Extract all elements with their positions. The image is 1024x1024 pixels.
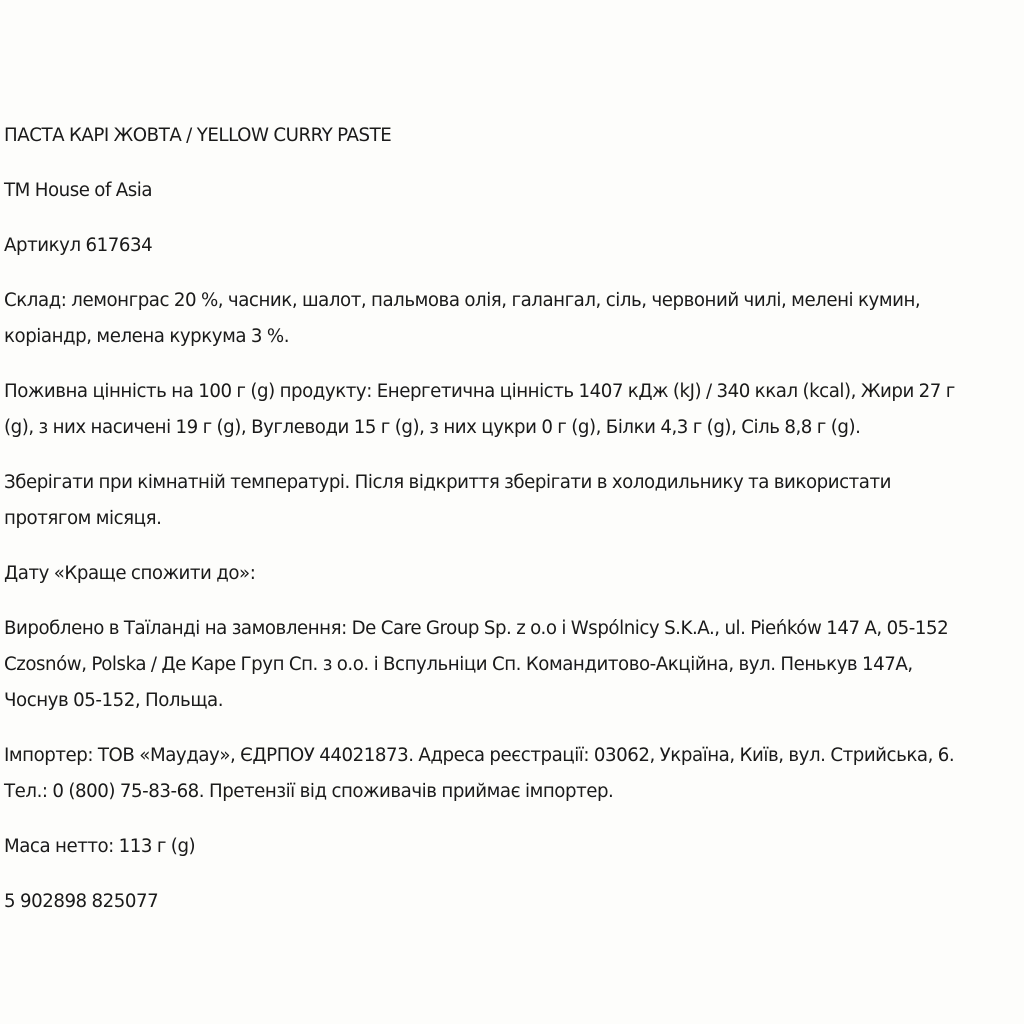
manufacturer-line: Czosnów, Polska / Де Каре Груп Сп. з о.о. і Вспульніци Сп. Командитово-Акційна, вул. Пенькув 147А, [4, 654, 913, 675]
product-label-text [4, 118, 1024, 939]
net-weight-line [4, 829, 1024, 865]
net-weight-text: Маса нетто: 113 г (g) [4, 836, 196, 857]
importer-line: Тел.: 0 (800) 75-83-68. Претензії від споживачів приймає імпортер. [4, 781, 614, 802]
manufacturer-paragraph [4, 611, 1024, 719]
ingredients-paragraph [4, 283, 1024, 355]
barcode-number-text: 5 902898 825077 [4, 891, 159, 912]
nutrition-paragraph [4, 374, 1024, 446]
storage-line: протягом місяця. [4, 508, 162, 529]
importer-line: Імпортер: ТОВ «Маудау», ЄДРПОУ 44021873. Адреса реєстрації: 03062, Україна, Київ, вул. Стрийська, 6. [4, 745, 955, 766]
ingredients-line: Склад: лемонграс 20 %, часник, шалот, пальмова олія, галангал, сіль, червоний чилі, мелені кумин, [4, 290, 921, 311]
article-text: Артикул 617634 [4, 235, 153, 256]
manufacturer-line: Чоснув 05-152, Польща. [4, 690, 224, 711]
ingredients-line: коріандр, мелена куркума 3 %. [4, 326, 290, 347]
manufacturer-line: Вироблено в Таїланді на замовлення: De Care Group Sp. z o.o i Wspólnicy S.K.A., ul. Pieńków 147 A, 05-152 [4, 618, 949, 639]
brand-line [4, 173, 1024, 209]
best-before-text: Дату «Краще спожити до»: [4, 563, 256, 584]
product-title-text: ПАСТА КАРІ ЖОВТА / YELLOW CURRY PASTE [4, 125, 392, 146]
article-line [4, 228, 1024, 264]
storage-line: Зберігати при кімнатній температурі. Після відкриття зберігати в холодильнику та використати [4, 472, 891, 493]
brand-text: ТМ House of Asia [4, 180, 153, 201]
importer-paragraph [4, 738, 1024, 810]
barcode-number-line [4, 884, 1024, 920]
storage-paragraph [4, 465, 1024, 537]
nutrition-line: (g), з них насичені 19 г (g), Вуглеводи 15 г (g), з них цукри 0 г (g), Білки 4,3 г (g), Сіль 8,8 г (g). [4, 417, 861, 438]
nutrition-line: Поживна цінність на 100 г (g) продукту: Енергетична цінність 1407 кДж (kJ) / 340 ккал (kcal), Жири 27 г [4, 381, 955, 402]
best-before-line [4, 556, 1024, 592]
product-title [4, 118, 1024, 154]
